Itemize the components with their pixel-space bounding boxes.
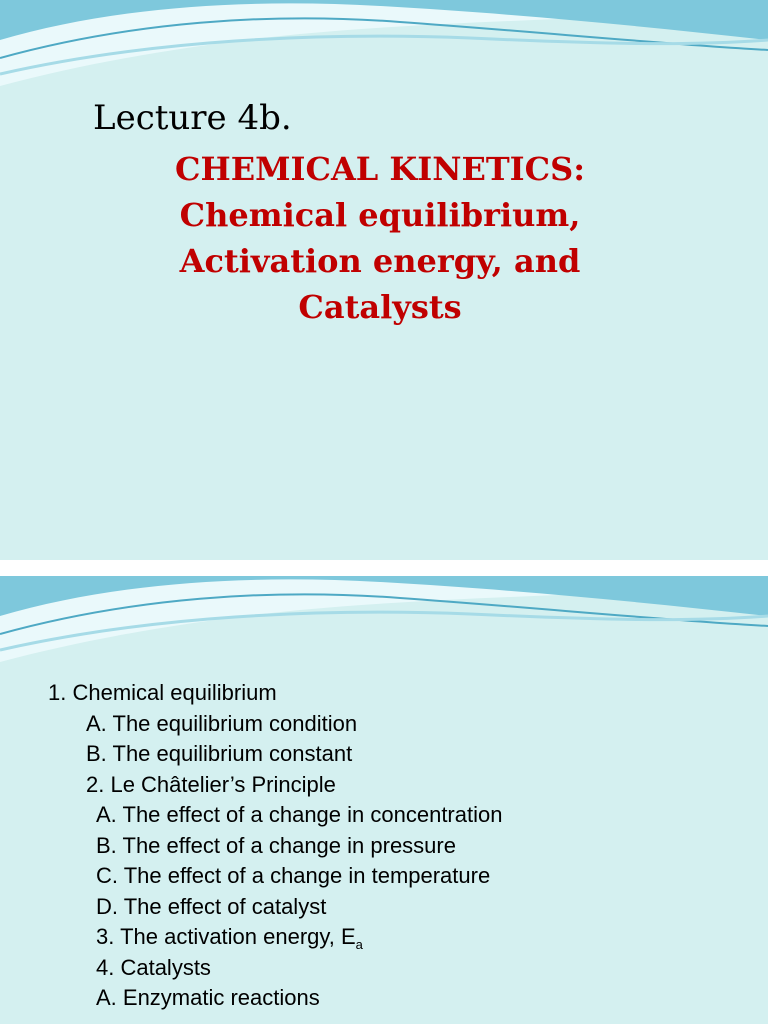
outline-item [48, 892, 748, 923]
outline-item-text: C. The effect of a change in temperature [96, 863, 491, 888]
outline-item [48, 770, 748, 801]
title-line: Activation energy, and [179, 242, 581, 280]
slide-header-swoosh [0, 576, 768, 676]
outline-item [48, 678, 748, 709]
outline-item-text: 1. Chemical equilibrium [48, 680, 277, 705]
outline-item [48, 983, 748, 1014]
outline-item-text: 4. Catalysts [96, 954, 211, 980]
outline-item-subscript: a [355, 937, 363, 952]
outline-item [48, 831, 748, 862]
outline-item-text: A. Enzymatic reactions [96, 985, 320, 1010]
outline-item-text: 2. Le Châtelier’s Principle [86, 771, 336, 797]
slide-header-swoosh [0, 0, 768, 100]
lecture-label: Lecture 4b. [93, 98, 292, 138]
outline-item-text: A. The equilibrium condition [86, 710, 358, 736]
title-line: CHEMICAL KINETICS: [174, 150, 585, 188]
outline-item-text: D. The effect of catalyst [96, 893, 327, 919]
outline-item [48, 953, 748, 984]
title-line: Chemical equilibrium, [179, 196, 581, 234]
outline-item-text: A. The effect of a change in concentration [96, 802, 503, 827]
outline-list [48, 678, 748, 1014]
outline-item [48, 922, 748, 953]
slide-title-text [60, 146, 700, 330]
outline-item [48, 861, 748, 892]
outline-item-text: 3. The activation energy, E [96, 924, 356, 949]
slide-outline [0, 576, 768, 1024]
outline-item [48, 739, 748, 770]
outline-item [48, 709, 748, 740]
outline-item-text: B. The effect of a change in pressure [96, 832, 456, 858]
outline-item [48, 800, 748, 831]
outline-item-text: B. The equilibrium constant [86, 741, 353, 766]
title-line: Catalysts [298, 288, 462, 326]
